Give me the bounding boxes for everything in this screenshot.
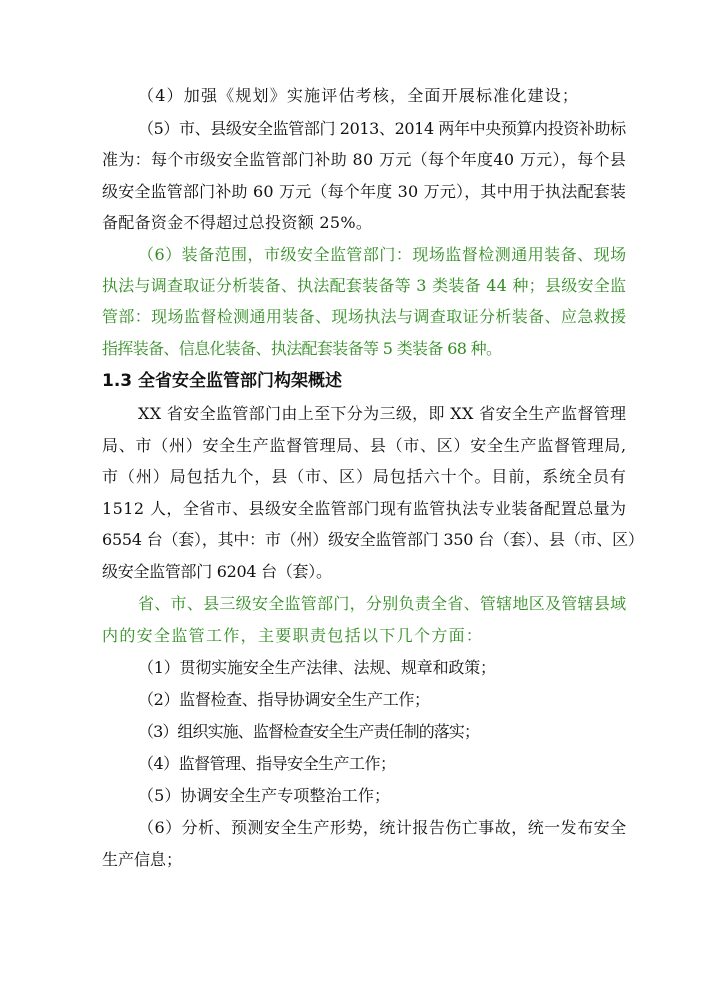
text-line: （3）组织实施、监督检查安全生产责任制的落实； xyxy=(138,722,480,741)
text-line: 级安全监管部门补助 60 万元（每个年度 30 万元），其中用于执法配套装 xyxy=(102,182,627,201)
text-line: 备配备资金不得超过总投资额 25%。 xyxy=(102,213,373,232)
text-line: 执法与调查取证分析装备、执法配套装备等 3 类装备 44 种；县级安全监 xyxy=(102,276,627,295)
text-line: 生产信息； xyxy=(102,850,183,869)
text-line: 级安全监管部门 6204 台（套）。 xyxy=(102,562,332,581)
text-line: （6）装备范围，市级安全监管部门：现场监督检测通用装备、现场 xyxy=(138,245,627,264)
text-line: （4）加强《规划》实施评估考核，全面开展标准化建设； xyxy=(138,86,580,105)
text-line: 6554 台（套），其中：市（州）级安全监管部门 350 台（套）、县（市、区） xyxy=(102,530,644,549)
text-line: 1512 人，全省市、县级安全监管部门现有监管执法专业装备配置总量为 xyxy=(102,499,627,518)
text-line: （5）协调安全生产专项整治工作； xyxy=(138,786,391,805)
text-line: （2）监督检查、指导协调安全生产工作； xyxy=(138,690,430,709)
text-line: 市（州）局包括九个，县（市、区）局包括六十个。目前，系统全员有 xyxy=(102,467,627,486)
text-line: XX 省安全监管部门由上至下分为三级，即 XX 省安全生产监督管理 xyxy=(138,404,627,423)
text-line: 局、市（州）安全生产监督管理局、县（市、区）安全生产监督管理局, xyxy=(102,436,627,455)
text-line: 省、市、县三级安全监管部门，分别负责全省、管辖地区及管辖县域 xyxy=(138,594,627,613)
text-line: （6）分析、预测安全生产形势，统计报告伤亡事故，统一发布安全 xyxy=(138,818,627,837)
text-line: 管部：现场监督检测通用装备、现场执法与调查取证分析装备、应急救援 xyxy=(102,307,627,326)
text-line: （1）贯彻实施安全生产法律、法规、规章和政策； xyxy=(138,658,496,677)
text-line: 内的安全监管工作，主要职责包括以下几个方面： xyxy=(102,626,484,645)
text-line: （5）市、县级安全监管部门 2013、2014 两年中央预算内投资补助标 xyxy=(138,119,626,138)
text-line: （4）监督管理、指导安全生产工作； xyxy=(138,754,396,773)
text-line: 指挥装备、信息化装备、执法配套装备等 5 类装备 68 种。 xyxy=(102,339,502,358)
section-heading: 1.3 全省安全监管部门构架概述 xyxy=(102,371,343,391)
text-line: 准为：每个市级安全监管部门补助 80 万元（每个年度40 万元），每个县 xyxy=(102,150,627,169)
